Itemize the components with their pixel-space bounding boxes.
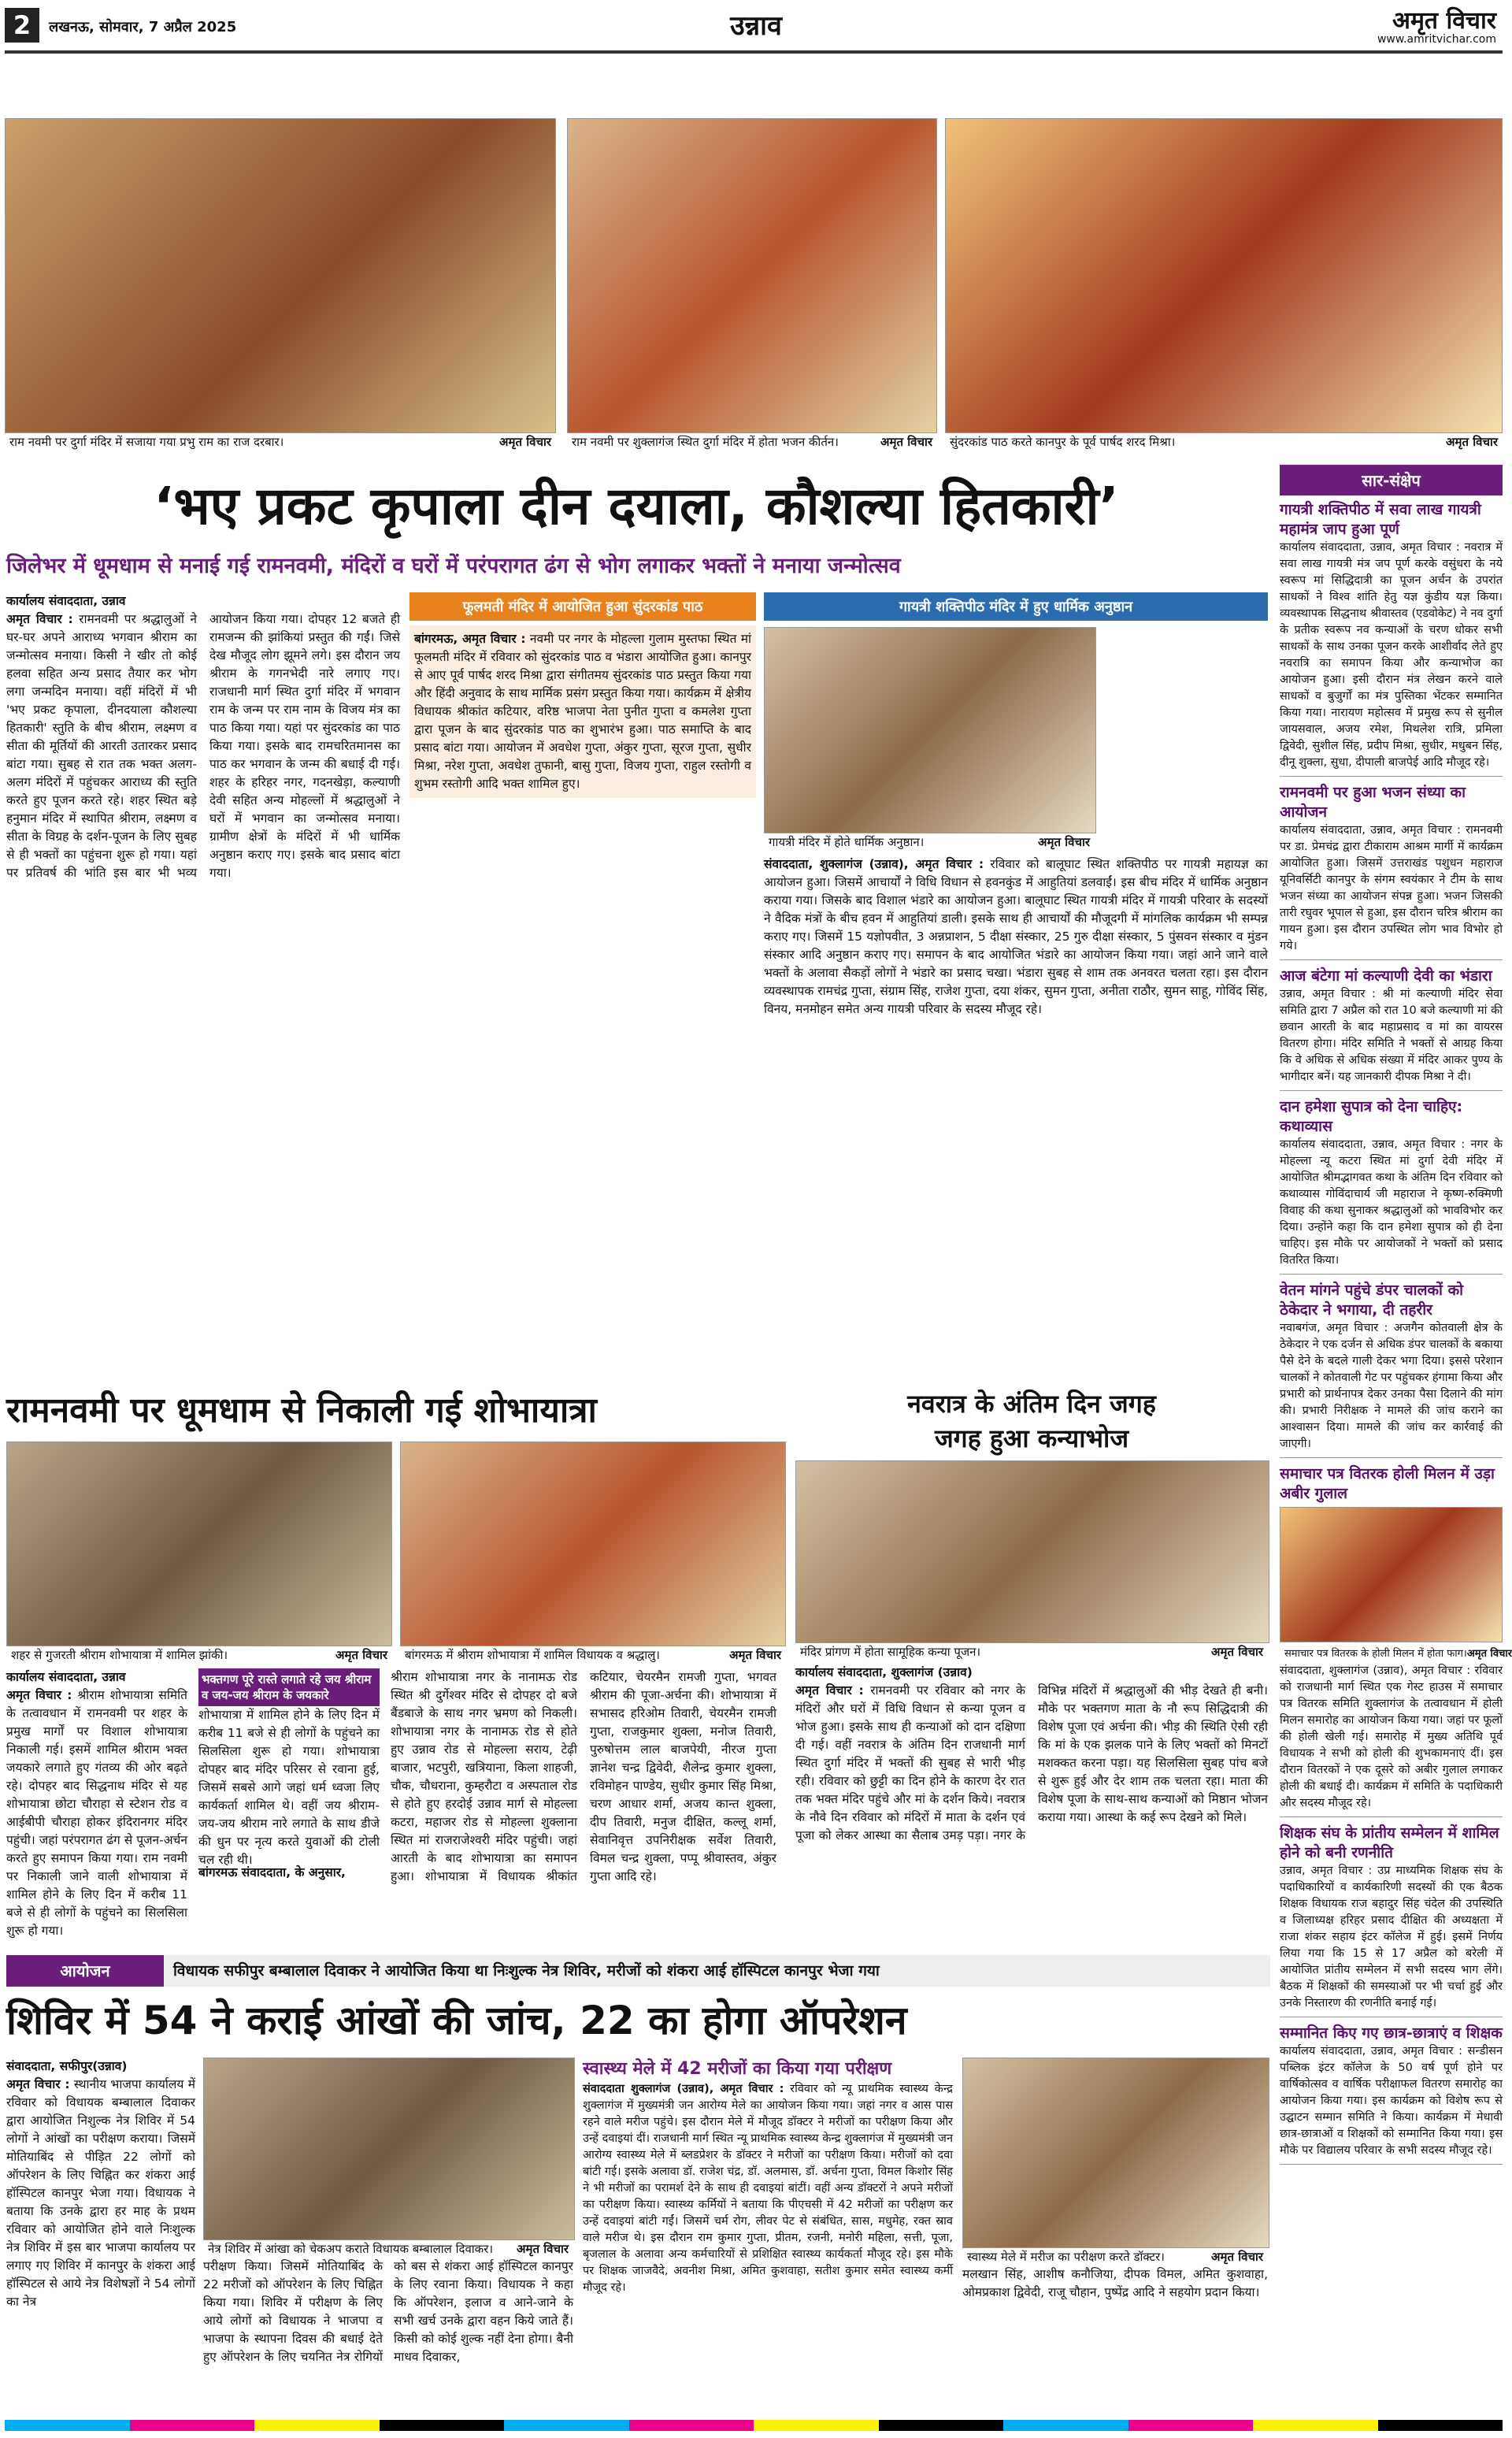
gayatri-story: [764, 592, 1268, 1380]
camp-body: [6, 2076, 195, 2422]
sidebar-item-body: कार्यालय संवाददाता, उन्नाव, अमृत विचार : नवरात्र में सवा लाख गायत्री मंत्र जप पूर्ण करके वसुंधरा के नये स्वरूप मां सिद्धिदात्री का पूजन अर्चन के उपरांत साधकों ने विश्व शांति हेतु यज्ञ कुंडीय यज्ञ किया। व्यवस्थापक सिद्धनाथ श्रीवास्तव (एडवोकेट) ने नव दुर्गा के प्रतीक स्वरूप नव कन्याओं के चरण धोकर सभी साधकों के साथ उनका पूजन करके आशीर्वाद लेते हुए नवरात्रि का समापन किया और कन्याभोज का आयोजन हुआ। इसी दौरान मंत्र लेखन करने वाले साधकों व बुजुर्गों का मंत्र पुस्तिका भेंटकर सम्मानित किया गया। नारायण महोत्सव में प्रमुख रूप से सुनील जायसवाल, अजय रमेश, मिथलेश रात्रि, प्रमिला द्विवेदी, सुशील सिंह, प्रदीप मिश्रा, सुधीर, मधुबन सिंह, दीनू शुक्ला, सुधा, दीपाली बाजपेई आदि मौजूद रहे।: [1280, 541, 1503, 769]
event-bar-text: विधायक सफीपुर बम्बालाल दिवाकर ने आयोजित किया था निःशुल्क नेत्र शिविर, मरीजों को शंकरा आई हॉस्पिटल कानपुर भेजा गया: [164, 1955, 1270, 1987]
body-text: स्थानीय भाजपा कार्यालय में रविवार को विधायक बम्बालाल दिवाकर द्वारा आयोजित निशुल्क नेत्र शिविर में 54 लोगों ने आंखों का परीक्षण कराया। जिसमें मोतियाबिंद से पीड़ित 22 लोगों को ऑपरेशन के लिए चिह्नित कर शंकरा आई हॉस्पिटल कानपुर भेजा गया। विधायक ने बताया कि उनके द्वारा हर माह के प्रथम रविवार को आयोजित होने वाले निःशुल्क नेत्र शिविर में इस बार भाजपा कार्यालय पर लगाए गए शिविर में कानपुर के शंकरा आई हॉस्पिटल से आये नेत्र विशेषज्ञों ने 54 लोगों का नेत्र: [6, 2077, 195, 2309]
body-text: श्रीराम शोभायात्रा समिति के तत्वावधान में रामनवमी पर शहर के प्रमुख मार्गों पर विशाल शोभायात्रा निकाली गई। इसमें शामिल श्रीराम भक्त जयकारे लगाते हुए गंतव्य की ओर बढ़ते रहे। दोपहर बाद सिद्धनाथ मंदिर से यह शोभायात्रा छोटा चौराहा से स्टेशन रोड व आईबीपी चौराहा होकर इंदिरानगर मंदिर पहुंची। जहां परंपरागत ढंग से पूजन-अर्चन करते हुए समापन किया गया। राम नवमी पर निकाली जाने वाली शोभायात्रा में शामिल होने के लिए दिन में करीब 11 बजे से ही लोगों के पहुंचने का सिलसिला शुरू हो गया।: [6, 1688, 187, 1938]
photo-sundarkand: [945, 118, 1503, 433]
photo-caption: बांगरमऊ में श्रीराम शोभायात्रा में शामिल विधायक व श्रद्धालु। अमृत विचार: [400, 1646, 786, 1664]
kanya-headline-1: नवरात्र के अंतिम दिन जगह: [907, 1389, 1156, 1419]
sidebar-item-body: उन्नाव, अमृत विचार : श्री मां कल्याणी मंदिर सेवा समिति द्वारा 7 अप्रैल को रात 10 बजे कल्याणी मां की छवान आरती के बाद महाप्रसाद व मां का वायरस वितरण होगा। मंदिर समिति ने भक्तों से आग्रह किया कि वे अधिक से अधिक संख्या में मंदिर आकर पुण्य के भागीदार बनें। यह जानकारी दीपक मिश्रा ने दी।: [1280, 988, 1503, 1083]
website[interactable]: www.amritvichar.com: [1377, 33, 1496, 46]
sidebar-item-head: वेतन मांगने पहुंचे डंपर चालकों को ठेकेदार ने भगाया, दी तहरीर: [1280, 1282, 1464, 1319]
photo-gayatri: [764, 627, 1096, 833]
photo-ram-darbar: [5, 118, 556, 433]
camp-story-col1: [6, 2058, 195, 2428]
sidebar-item: [1280, 783, 1503, 960]
body-text: रविवार को न्यू प्राथमिक स्वास्थ्य केन्द्र शुक्लागंज में मुख्यमंत्री जन आरोग्य मेले का आयोजन किया गया। जहां नगर व आस पास रहने वाले मरीज पहुंचे। इस दौरान मेले में मौजूद डॉक्टर ने मरीजों का परीक्षण किया और उन्हें दवाइयां दीं। राजधानी मार्ग स्थित न्यू प्राथमिक स्वास्थ्य केन्द्र शुक्लागंज में मुख्यमंत्री जन आरोग्य स्वास्थ्य मेले में ब्लडप्रेशर के डॉक्टर ने मरीजों का परीक्षण किया। मरीजों को दवा बांटी गई। इसके अलावा डॉ. राजेश चंद्र, डॉ. अलमास, डॉ. अर्चना गुप्ता, विमल किशोर सिंह ने भी मरीजों का परामर्श देने के साथ ही दवाइयां बांटीं। वहीं अन्य डॉक्टरों ने अपने मरीजों का परीक्षण किया। स्वास्थ्य कर्मियों ने बताया कि पीएचसी में 42 मरीजों का परीक्षण कर उन्हें दवाइयां बांटी गईं। जिसमें चर्म रोग, लीवर पेट से संबंधित, सास, मधुमेह, रक्त स्राव वाले मरीज थे। इस दौरान राम कुमार गुप्ता, प्रीतम, रजनी, मनोरी महिला, सत्ती, पूजा, बृजलाल के अलावा अन्य कर्मचारियों से प्रशिक्षित स्वास्थ्य कार्यकर्ता मौजूद रहे। इस मौके पर शिक्षक जाजवैदे, अवनीश मिश्रा, अमित कुशवाहा, सतीश कुमार समेत स्वास्थ्य कर्मी मौजूद रहे।: [583, 2083, 954, 2294]
quote-box: भक्तगण पूरे रास्ते लगाते रहे जय श्रीराम व जय-जय श्रीराम के जयकारे: [198, 1668, 380, 1706]
box-title: गायत्री शक्तिपीठ मंदिर में हुए धार्मिक अनुष्ठान: [764, 592, 1268, 621]
sidebar-item-head: गायत्री शक्तिपीठ में सवा लाख गायत्री महामंत्र जाप हुआ पूर्ण: [1280, 501, 1481, 538]
color-registration-strip: [5, 2420, 1503, 2431]
body-text: रामनवमी पर रविवार को नगर के मंदिरों और घरों में विधि विधान से कन्या पूजन व भोज हुआ। इसके साथ ही कन्याओं को दान दक्षिणा दी गई। वहीं नवरात्र के अंतिम दिन राजधानी मार्ग स्थित दुर्गा मंदिर में भक्तों की सुबह से भारी भीड़ रही। रविवार को छुट्टी का दिन होने के कारण देर रात तक भक्त मंदिर पहुंचे और मां के दर्शन किये। नवरात्र के नौवे दिन रविवार को मंदिरों में माता के दर्शन एवं पूजा को लेकर आस्था का सैलाब उमड़ पड़ा। नगर के विभिन्न मंदिरों में श्रद्धालुओं की भीड़ देखते ही बनी। मौके पर भक्तगण माता के नौ रूप सिद्धिदात्री की विशेष पूजा एवं अर्चना की। भीड़ की स्थिति ऐसी रही कि मां के एक झलक पाने के लिए भक्तों को मिनटों मशक्कत करना पड़ा। यह सिलसिला सुबह पांच बजे से शुरू हुई और देर शाम तक चलता रहा। माता की विशेष पूजा के साथ-साथ कन्याओं को मिष्ठान भोजन कराया गया। आस्था के कई रूप देखने को मिले।: [795, 1683, 1268, 1842]
dateline: अमृत विचार :: [795, 1683, 864, 1698]
sidebar-item: [1280, 1464, 1512, 1817]
dateline: संवाददाता, शुक्लागंज (उन्नाव), अमृत विचार :: [764, 857, 984, 871]
procession-body-2: शोभायात्रा में शामिल होने के लिए दिन में करीब 11 बजे से ही लोगों के पहुंचने का सिलसिला शुरू हो गया। शोभायात्रा दोपहर बाद मंदिर परिसर से रवाना हुई, जिसमें सबसे आगे जहां धर्म ध्वजा लिए कार्यकर्ता शामिल थे। वहीं जय श्रीराम-जय-जय श्रीराम नारे लगाते के साथ डीजे की धुन पर नृत्य करते युवाओं की टोली चल रही थी।: [198, 1708, 380, 1867]
sidebar-item: [1280, 2024, 1503, 2165]
sidebar-item-body: कार्यालय संवाददाता, उन्नाव, अमृत विचार : नगर के मोहल्ला न्यू कटरा स्थित मां दुर्गा देवी मंदिर में आयोजित श्रीमद्भागवत कथा के अंतिम दिन रविवार को कथाव्यास गोविंदाचार्य जी महाराज ने कृष्ण-रुक्मिणी विवाह की कथा सुनाकर श्रद्धालुओं को भावविभोर कर दिया। उन्होंने कहा कि दान हमेशा सुपात्र को ही देना चाहिए। इस मौके पर आयोजकों ने भक्तों को प्रसाद वितरित किया।: [1280, 1138, 1503, 1267]
photo-caption: स्वास्थ्य मेले में मरीज का परीक्षण करते डॉक्टर। अमृत विचार: [962, 2248, 1268, 2265]
sidebar-item: [1280, 1824, 1503, 2017]
main-story-text: [6, 592, 400, 1380]
sidebar-item-head: शिक्षक संघ के प्रांतीय सम्मेलन में शामिल होने को बनी रणनीति: [1280, 1824, 1499, 1861]
sidebar-title: सार-संक्षेप: [1280, 465, 1503, 495]
photo-health-fair: [962, 2058, 1269, 2248]
dateline: बांगरमऊ संवाददाता, के अनुसार,: [198, 1865, 346, 1880]
sidebar-item-body: कार्यालय संवाददाता, उन्नाव, अमृत विचार : सन्डीसन पब्लिक इंटर कॉलेज के 50 वर्ष पूर्ण होने पर वार्षिकोत्सव व वार्षिक परीक्षाफल वितरण समारोह का आयोजन किया गया। इस कार्यक्रम को विशेष रूप से उद्घाटन सम्मान समिति ने किया। कार्यक्रम में मेधावी छात्र-छात्राओं व शिक्षकों को सम्मानित किया गया। इस मौके पर विद्यालय परिवार के सभी सदस्य मौजूद रहे।: [1280, 2045, 1503, 2157]
procession-story: [6, 1668, 786, 1948]
main-headline: ‘भए प्रकट कृपाला दीन दयाला, कौशल्या हितकारी’: [154, 476, 1119, 536]
body-text: रविवार को बालूघाट स्थित शक्तिपीठ पर गायत्री महायज्ञ का आयोजन हुआ। जिसमें आचार्यों ने विधि विधान से हवनकुंड में आहुतियां डलवाईं। इस बीच मंदिर में धार्मिक अनुष्ठान कराया गया। जिसके बाद विशाल भंडारे का आयोजन हुआ। बालूघाट स्थित गायत्री मंदिर में गायत्री परिवार के सदस्यों ने वैदिक मंत्रों के बीच हवन में आहुतियां डाली। इसके साथ ही आचार्यों की मौजूदगी में मांगलिक कार्यक्रम भी सम्पन्न कराए गए। जिसमें 15 यज्ञोपवीत, 3 अन्नप्राशन, 5 दीक्षा संस्कार, 25 गुरु दीक्षा संस्कार, 5 पुंसवन संस्कार व मुंडन संस्कार आदि अनुष्ठान कराए गए। समापन के बाद आयोजित भंडारे का आयोजन किया गया। जहां आने जाने वाले भक्तों के अलावा सैकड़ों लोगों ने भंडारे का प्रसाद चखा। भंडारा सुबह से शाम तक अनवरत चलता रहा। इस दौरान व्यवस्थापक रामचंद्र गुप्ता, संग्राम सिंह, राजेश गुप्ता, दया शंकर, सुमन गुप्ता, अनीता राठौर, सुमन साहू, गोविंद सिंह, विनय, मनमोहन समेत अन्य गायत्री परिवार के सदस्य मौजूद रहे।: [764, 857, 1268, 1016]
byline: कार्यालय संवाददाता, उन्नाव: [6, 594, 126, 608]
dateline: बांगरमऊ, अमृत विचार :: [414, 632, 526, 646]
sidebar-item-head: रामनवमी पर हुआ भजन संध्या का आयोजन: [1280, 784, 1466, 821]
photo-caption: राम नवमी पर दुर्गा मंदिर में सजाया गया प्रभु राम का राज दरबार। अमृत विचार: [5, 433, 556, 451]
sundarkand-story: [410, 592, 756, 1380]
photo-caption: मंदिर प्रांगण में होता सामूहिक कन्या पूजन। अमृत विचार: [795, 1643, 1268, 1661]
box-body: [410, 625, 756, 798]
masthead: अमृत विचार: [1392, 7, 1496, 35]
procession-headline: रामनवमी पर धूमधाम से निकाली गई शोभायात्रा: [6, 1390, 597, 1431]
byline: कार्यालय संवाददाता, शुक्लागंज (उन्नाव): [795, 1665, 973, 1679]
photo-caption: राम नवमी पर शुक्लागंज स्थित दुर्गा मंदिर में होता भजन कीर्तन। अमृत विचार: [567, 433, 937, 451]
photo-procession-city: [6, 1442, 392, 1646]
health-fair-tail: मलखान सिंह, आशीष कनौजिया, दीपक विमल, अमित कुशवाहा, ओमप्रकाश द्विवेदी, राजू चौहान, पुष्पेंद्र आदि ने सहयोग प्रदान किया।: [962, 2267, 1268, 2299]
dateline: अमृत विचार :: [6, 612, 73, 626]
box-body: [764, 855, 1268, 1019]
dateline: अमृत विचार :: [6, 2077, 70, 2091]
main-story-body: [6, 610, 400, 1375]
box-title: फूलमती मंदिर में आयोजित हुआ सुंदरकांड पाठ: [410, 592, 756, 621]
health-fair-story: [583, 2058, 1268, 2428]
body-text: नवमी पर नगर के मोहल्ला गुलाम मुस्तफा स्थित मां फूलमती मंदिर में रविवार को सुंदरकांड पाठ व भंडारा आयोजित हुआ। कानपुर से आए पूर्व पार्षद शरद मिश्रा द्वारा संगीतमय सुंदरकांड पाठ प्रस्तुत किया गया और हिंदी अनुवाद के साथ मार्मिक प्रसंग प्रस्तुत किया गया। कार्यक्रम में क्षेत्रीय विधायक श्रीकांत कटियार, वरिष्ठ भाजपा नेता पुनीत गुप्ता व कमलेश गुप्ता द्वारा पूजन के बाद सुंदरकांड पाठ का शुभारंभ हुआ। पाठ समाप्ति के बाद प्रसाद बांटा गया। आयोजन में अवधेश गुप्ता, अंकुर गुप्ता, सूरज गुप्ता, सुधीर मिश्रा, नरेश गुप्ता, अवधेश तुफानी, बासु गुप्ता, विजय गुप्ता, राहुल रस्तोगी व शुभम रस्तोगी आदि भक्त शामिल हुए।: [414, 632, 751, 791]
sidebar-item: [1280, 1097, 1503, 1275]
sidebar-item-head: समाचार पत्र वितरक होली मिलन में उड़ा अबीर गुलाल: [1280, 1465, 1495, 1502]
sidebar-item: [1280, 967, 1503, 1091]
header-rule: [5, 50, 1503, 54]
event-bar: [6, 1955, 1270, 1987]
date-line: लखनऊ, सोमवार, 7 अप्रैल 2025: [49, 19, 237, 35]
sidebar-item: [1280, 1281, 1503, 1458]
sidebar-item-head: आज बंटेगा मां कल्याणी देवी का भंडारा: [1280, 967, 1492, 985]
camp-body-2: परीक्षण किया। जिसमें मोतियाबिंद के 22 मरीजों को ऑपरेशन के लिए चिह्नित किया गया। शिविर में परीक्षण के लिए आये लोगों को विधायक ने भाजपा व भाजपा के स्थापना दिवस की बधाई देते हुए ऑपरेशन के लिए चयनित नेत्र रोगियों को बस से शंकरा आई हॉस्पिटल कानपुर के लिए रवाना किया। विधायक ने कहा कि ऑपरेशन, इलाज व आने-जाने के सभी खर्च उनके द्वारा वहन किये जाते हैं। किसी को कोई शुल्क नहीं देना होगा। बैनी माधव दिवाकर,: [203, 2259, 573, 2364]
dateline: संवाददाता शुक्लागंज (उन्नाव), अमृत विचार :: [583, 2083, 784, 2095]
sidebar-item-body: संवाददाता, शुक्लागंज (उन्नाव), अमृत विचार : रविवार को राजधानी मार्ग स्थित एक गेस्ट हाउस में समाचार पत्र वितरक समिति शुक्लागंज के तत्वावधान में होली मिलन समारोह का आयोजन किया गया। जहां पर फूलों की होली खेली गई। समारोह में मुख्य अतिथि पूर्व विधायक ने सभी को होली की शुभकामनाएं दीं। इस दौरान वितरकों ने एक दूसरे को अबीर गुलाल लगाकर होली की बधाई दी। कार्यक्रम में समिति के पदाधिकारी और सदस्य मौजूद रहे।: [1280, 1664, 1503, 1809]
camp-story-col2: [203, 2058, 573, 2428]
sidebar-item-body: कार्यालय संवाददाता, उन्नाव, अमृत विचार : रामनवमी पर डा. प्रेमचंद्र द्वारा टीकाराम आश्रम मार्गी में कार्यक्रम आयोजित हुआ। जिसमें उत्तराखंड पशुधन महाराज यूनिवर्सिटी कानपुर के संगम स्वयंकार ने टीम के साथ भजन संध्या का आयोजन संपन्न हुआ। भजन जिसकी तारी रघुवर भूपाल से हुआ, इस दौरान चरित्र श्रीराम का गायन हुआ। इस दौरान उपस्थित लोग भाव विभोर हो गये।: [1280, 824, 1503, 952]
photo-caption: समाचार पत्र वितरक के होली मिलन में होता फाग। अमृत विचार: [1280, 1646, 1503, 1663]
photo-kanya-pujan: [795, 1460, 1269, 1643]
body-text: रामनवमी पर श्रद्धालुओं ने घर-घर अपने आराध्य भगवान श्रीराम का जन्मोत्सव मनाया। किसी ने खीर तो कोई हलवा सहित अन्य प्रसाद तैयार कर भोग लगा जन्मदिन मनाया। वहीं मंदिरों में भी 'भए प्रकट कृपाला, दीनदयाला कौशल्या हितकारी' स्तुति के बीच श्रीराम, लक्ष्मण व सीता की मूर्तियों की आरती उतारकर प्रसाद बांटा गया। सुबह से रात तक भक्त अलग-अलग मंदिरों में पहुंचकर आराध्य की स्तुति करते हुए पूजन करते रहे। शहर स्थित बड़े हनुमान मंदिर में स्थापित श्रीराम, लक्ष्मण व सीता के विग्रह के दर्शन-पूजन के लिए सुबह से ही भक्तों का पहुंचना शुरू हो गया। यहां पर प्रतिवर्ष की भांति इस बार भी भव्य आयोजन किया गया। दोपहर 12 बजते ही रामजन्म की झांकियां प्रस्तुत की गईं। जिसे देख मौजूद लोग झूमने लगे। इस दौरान जय श्रीराम के गगनभेदी नारे लगाए गए। राजधानी मार्ग स्थित दुर्गा मंदिर में भगवान राम के जन्म पर राम नाम के विजय मंत्र का पाठ किया गया। यहां पर सुंदरकांड का पाठ किया गया। इसके बाद रामचरितमानस का पाठ कर भगवान के जन्म की बधाई दी गई। शहर के हरिहर नगर, गदनखेड़ा, कल्याणी देवी सहित अन्य मोहल्लों में श्रद्धालुओं ने घरों में भगवान का जन्मोत्सव मनाया। ग्रामीण क्षेत्रों के मंदिरों में भी धार्मिक अनुष्ठान कराए गए। इसके बाद प्रसाद बांटा गया।: [6, 612, 400, 880]
photo-caption: नेत्र शिविर में आंखा को चेकअप कराते विधायक बम्बालाल दिवाकर। अमृत विचार: [203, 2240, 573, 2258]
photo-caption: सुंदरकांड पाठ करते कानपुर के पूर्व पार्षद शरद मिश्रा। अमृत विचार: [945, 433, 1503, 451]
main-subheadline: जिलेभर में धूमधाम से मनाई गई रामनवमी, मंदिरों व घरों में परंपरागत ढंग से भोग लगाकर भक्तों ने मनाया जन्मोत्सव: [6, 554, 901, 578]
camp-headline: शिविर में 54 ने कराई आंखों की जांच, 22 का होगा ऑपरेशन: [6, 1998, 907, 2043]
section-title: उन्नाव: [730, 10, 782, 42]
health-fair-body: [583, 2081, 953, 2373]
photo-eye-camp: [203, 2058, 575, 2240]
procession-body-3: श्रीराम शोभायात्रा नगर के नानामऊ रोड स्थित श्री दुर्गेश्वर मंदिर से दोपहर दो बजे बैंडबाजे के साथ नगर भ्रमण को निकली। शोभायात्रा नगर के नानामऊ रोड से होते हुए उन्नाव रोड से मोहल्ला सराय, टेढ़ी बाजार, भटपुरी, खत्रियाना, किला शाहजी, चौक, चौधराना, कुम्हरौटा व अस्पताल रोड से होते हुए हरदोई उन्नाव मार्ग से मोहल्ला कटरा, महाजर रोड से मोहल्ला शुक्लाना स्थित मां राजराजेश्वरी मंदिर पहुंची। जहां आरती के बाद शोभायात्रा का समापन हुआ। शोभायात्रा में विधायक श्रीकांत कटियार, चेयरमैन रामजी गुप्ता, भगवत श्रीराम की पूजा-अर्चना की। शोभायात्रा में सभासद हरिओम तिवारी, चेयरमैन रामजी गुप्ता, राजकुमार शुक्ला, मनोज तिवारी, पुरुषोत्तम लाल बाजपेयी, नीरज गुप्ता ज्ञानेश चन्द्र द्विवेदी, शैलेन्द्र कुमार शुक्ला, रविमोहन पाण्डेय, सुधीर कुमार सिंह मिश्रा, चरण आधार शर्मा, अजय कान्त शुक्ला, दीप तिवारी, मनुज दीक्षित, कल्लू शर्मा, सेवानिवृत्त उपनिरीक्षक सर्वेश तिवारी, विमल चन्द्र शुक्ला, पप्पू श्रीवास्तव, अंकुर गुप्ता आदि रहे।: [391, 1670, 776, 1883]
byline: कार्यालय संवाददाता, उन्नाव: [6, 1670, 126, 1684]
photo-caption: शहर से गुजरती श्रीराम शोभायात्रा में शामिल झांकी। अमृत विचार: [6, 1646, 392, 1664]
dateline: अमृत विचार :: [6, 1688, 72, 1702]
kanya-story: [795, 1386, 1268, 1946]
procession-body: [6, 1687, 187, 1939]
sidebar-item-body: उन्नाव, अमृत विचार : उप्र माध्यमिक शिक्षक संघ के पदाधिकारियों व कार्यकारिणी सदस्यों की एक बैठक शिक्षक विधायक राज बहादुर सिंह चंदेल की उपस्थिति व जिलाध्यक्ष हरिहर प्रसाद दीक्षित की अध्यक्षता में राजा शंकर सहाय इंटर कॉलेज में हुई। इसमें निर्णय लिया गया कि 15 से 17 अप्रैल को बरेली में आयोजित प्रांतीय सम्मेलन में सभी सदस्य भाग लेंगे। बैठक में शिक्षकों की समस्याओं पर भी चर्चा हुई और उनके निस्तारण की रणनीति बनाई गई।: [1280, 1865, 1503, 2009]
byline: संवाददाता, सफीपुर(उन्नाव): [6, 2059, 128, 2073]
page-number: 2: [5, 8, 39, 43]
photo-bhajan-kirtan: [567, 118, 937, 433]
kanya-body: [795, 1682, 1268, 1942]
sidebar-item-body: नवाबगंज, अमृत विचार : अजगैन कोतवाली क्षेत्र के ठेकेदार ने एक दर्जन से अधिक डंपर चालकों के बकाया पैसे देने के बदले गाली देकर भगा दिया। इससे परेशान चालकों ने कोतवाली गेट पर पहुंचकर हंगामा किया और प्रभारी को प्रार्थनापत्र देकर उनका पैसा दिलाने की मांग की। प्रभारी निरीक्षक ने मामले की जांच कराने का आश्वासन दिया। मामले की जांच कर कार्रवाई की जाएगी।: [1280, 1322, 1503, 1450]
sidebar-item: [1280, 500, 1503, 777]
page-header: [0, 0, 1507, 50]
sidebar-item-head: सम्मानित किए गए छात्र-छात्राएं व शिक्षक: [1280, 2024, 1503, 2042]
photo-procession-bangarmau: [400, 1442, 786, 1646]
kanya-headline-2: जगह हुआ कन्याभोज: [934, 1423, 1129, 1453]
event-bar-label: आयोजन: [6, 1955, 164, 1987]
photo-caption: गायत्री मंदिर में होते धार्मिक अनुष्ठान। अमृत विचार: [764, 833, 1095, 851]
health-fair-headline: स्वास्थ्य मेले में 42 मरीजों का किया गया परीक्षण: [583, 2059, 892, 2079]
photo-holi-milan: [1280, 1507, 1503, 1642]
sidebar-item-head: दान हमेशा सुपात्र को देना चाहिए: कथाव्यास: [1280, 1098, 1463, 1135]
sidebar-brief: [1280, 465, 1512, 2379]
